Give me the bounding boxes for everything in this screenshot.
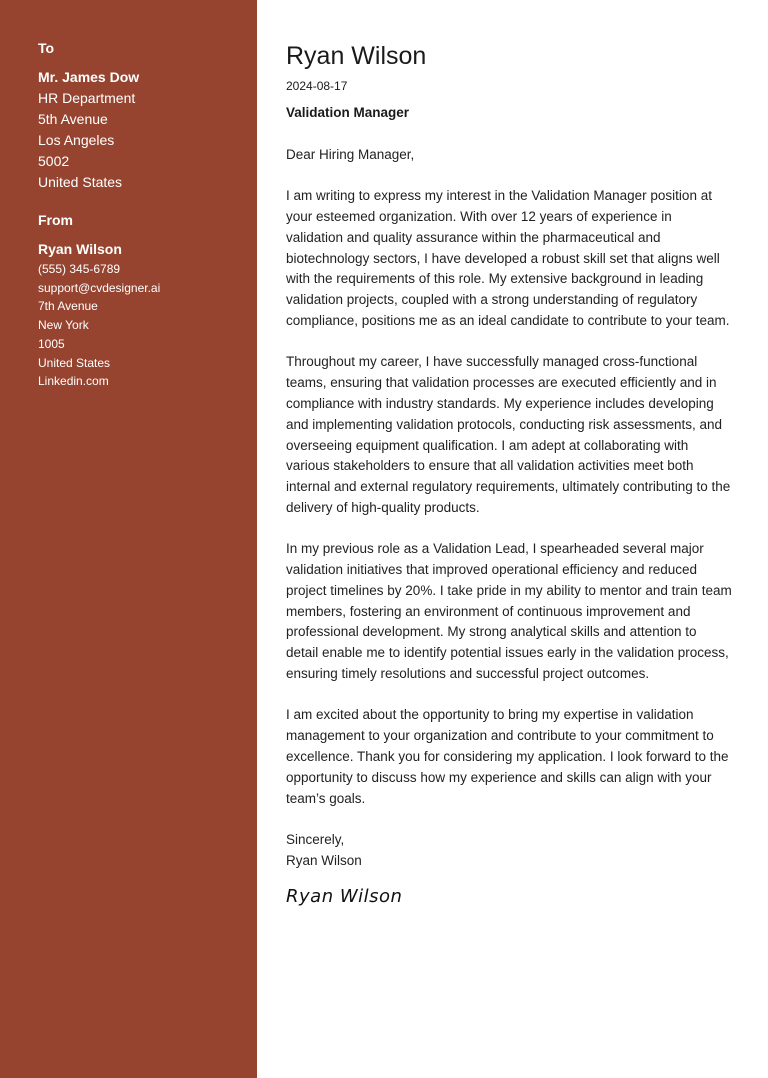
recipient-street: 5th Avenue [38,111,108,127]
closing [286,830,732,872]
sidebar [0,0,257,1078]
sender-email: support@cvdesigner.ai [38,280,161,295]
sender-country: United States [38,355,111,370]
sender-heading: From [38,212,73,228]
recipient-zip: 5002 [38,153,70,169]
recipient-department: HR Department [38,90,136,106]
signature: Ryan Wilson [286,886,403,908]
job-title: Validation Manager [286,105,410,120]
paragraph-2: Throughout my career, I have successfully managed cross-functional teams, ensuring that validation processes are executed efficiently and in compliance with industry standards. My experience includes developing and implementing validation protocols, conducting risk assessments, and overseeing equipment qualification. I am adept at collaborating with various stakeholders to ensure that all validation activities meet both internal and external regulatory requirements, ultimately contributing to the delivery of high-quality products. [286,354,731,515]
recipient-block [38,67,248,193]
paragraph-4: I am excited about the opportunity to bring my expertise in validation management to your organization and contribute to your commitment to excellence. Thank you for considering my application. I look forward to the opportunity to discuss how my experience and skills can align with your team’s goals. [286,707,729,806]
sender-city: New York [38,318,89,333]
greeting: Dear Hiring Manager, [286,147,415,162]
letter-date: 2024-08-17 [286,79,348,93]
paragraph-3: In my previous role as a Validation Lead, I spearheaded several major validation initiatives that improved operational efficiency and reduced project timelines by 20%. I take pride in my ability to mentor and train team members, fostering an environment of continuous improvement and professional development. My strong analytical skills and attention to detail enable me to identify potential issues early in the validation process, ensuring timely resolutions and successful project outcomes. [286,541,732,682]
closing-word: Sincerely, [286,831,345,847]
letter-sender-name: Ryan Wilson [286,42,427,70]
closing-name: Ryan Wilson [286,852,362,868]
recipient-city: Los Angeles [38,132,115,148]
paragraph-1: I am writing to express my interest in the Validation Manager position at your esteemed organization. With over 12 years of experience in validation and quality assurance within the pharmaceutical and biotechnology sectors, I have developed a robust skill set that aligns well with the requirements of this role. My extensive background in leading validation projects, coupled with a strong understanding of regulatory compliance, positions me as an ideal candidate to contribute to your team. [286,188,730,329]
sidebar-content [38,39,248,391]
letter-body [286,40,732,909]
recipient-name: Mr. James Dow [38,69,140,85]
sender-block [38,239,248,391]
sender-linkedin: Linkedin.com [38,374,109,389]
recipient-heading: To [38,40,55,56]
sender-zip: 1005 [38,336,65,351]
sender-name: Ryan Wilson [38,241,122,257]
recipient-country: United States [38,174,123,190]
sender-phone: (555) 345-6789 [38,262,121,276]
sender-street: 7th Avenue [38,299,98,314]
